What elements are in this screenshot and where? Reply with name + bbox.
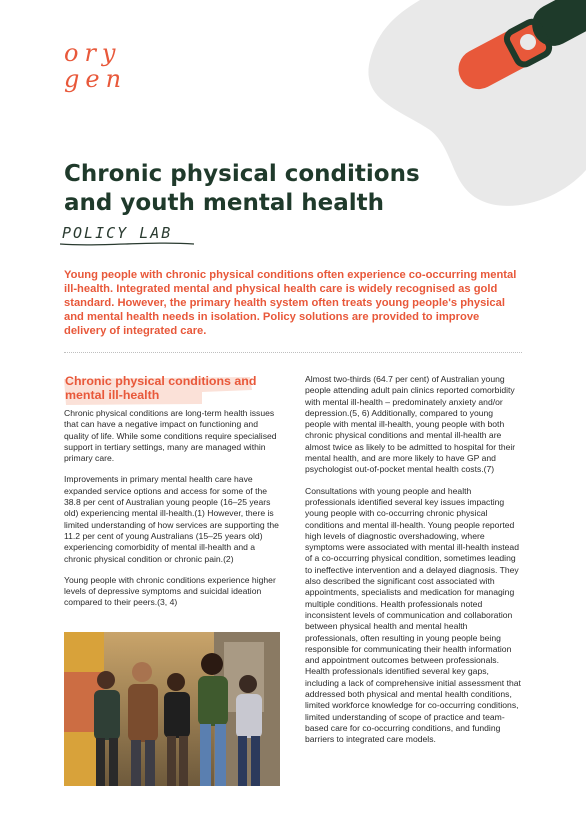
policy-lab-wordmark: POLICY LAB	[62, 224, 173, 242]
paragraph: Chronic physical conditions are long-term health issues that can have a negative impact on functioning and quality of life. While some conditions require specialised support in tertiary settings, many are managed within primary care.	[64, 408, 277, 464]
policy-lab-underline	[60, 240, 194, 248]
left-column	[64, 408, 280, 619]
page-title: Chronic physical conditions and youth mental health	[64, 161, 420, 216]
orygen-logo	[64, 40, 144, 92]
right-column	[305, 374, 521, 756]
logo-line-1: ory	[64, 39, 122, 67]
paragraph: Consultations with young people and health professionals identified several key issues impacting young people with co-occurring chronic physical conditions and mental ill-health. Young people reported high levels of diagnostic overshadowing, where symptoms were associated with mental ill-health instead of a co-occurring physical condition, sometimes leading to ineffective intervention and a delayed diagnosis. They also described the significant cost associated with appointments, specialists and medication for managing multiple conditions. Health professionals noted inconsistent levels of communication and collaboration between physical health and mental health professionals, often resulting in young people being responsible for communicating their health information and appointment outcomes between professionals. Health professionals identified several key gaps, including a lack of comprehensive initial assessment that addressed both physical and mental health conditions, limited workforce knowledge for co-occurring conditions, limited understanding of scope of practice and team-based care for co-occurring conditions, and funding barriers to integrated care models.	[305, 485, 521, 745]
section-heading: Chronic physical conditions and mental ill-health	[65, 374, 257, 402]
paragraph: Improvements in primary mental health care have expanded service options and access for some of the 38.8 per cent of Australian young people (16–25 years old) experiencing mental ill-health.(1) However, there is limited understanding of how services are supporting the 11.2 per cent of young Australians (15–25 years old) experiencing comorbidity of mental ill-health and a chronic physical condition or chronic pain.(2)	[64, 474, 279, 564]
logo-line-2: gen	[64, 65, 128, 93]
paragraph: Almost two-thirds (64.7 per cent) of Australian young people attending adult pain clinics reported comorbidity with mental ill-health – predominately anxiety and/or depression.(5, 6) Additionally, compared to young people with mental ill-health, young people with both chronic physical conditions and mental ill-health are almost twice as likely to be admitted to hospital for their mental health, and are more likely to have GP and psychologist out-of-pocket mental health costs.(7)	[305, 374, 516, 475]
young-people-photo	[64, 632, 280, 786]
section-heading-block	[62, 374, 258, 402]
lead-paragraph: Young people with chronic physical conditions often experience co-occurring mental ill-health. Integrated mental and physical health care is widely recognised as gold standard. However, the primary health system often treats young people's physical and mental health needs in isolation. Policy solutions are provided to improve delivery of integrated care.	[64, 269, 517, 337]
paragraph: Young people with chronic conditions experience higher levels of depressive symptoms and suicidal ideation compared to their peers.(3, 4)	[64, 574, 276, 608]
section-divider	[64, 352, 522, 353]
